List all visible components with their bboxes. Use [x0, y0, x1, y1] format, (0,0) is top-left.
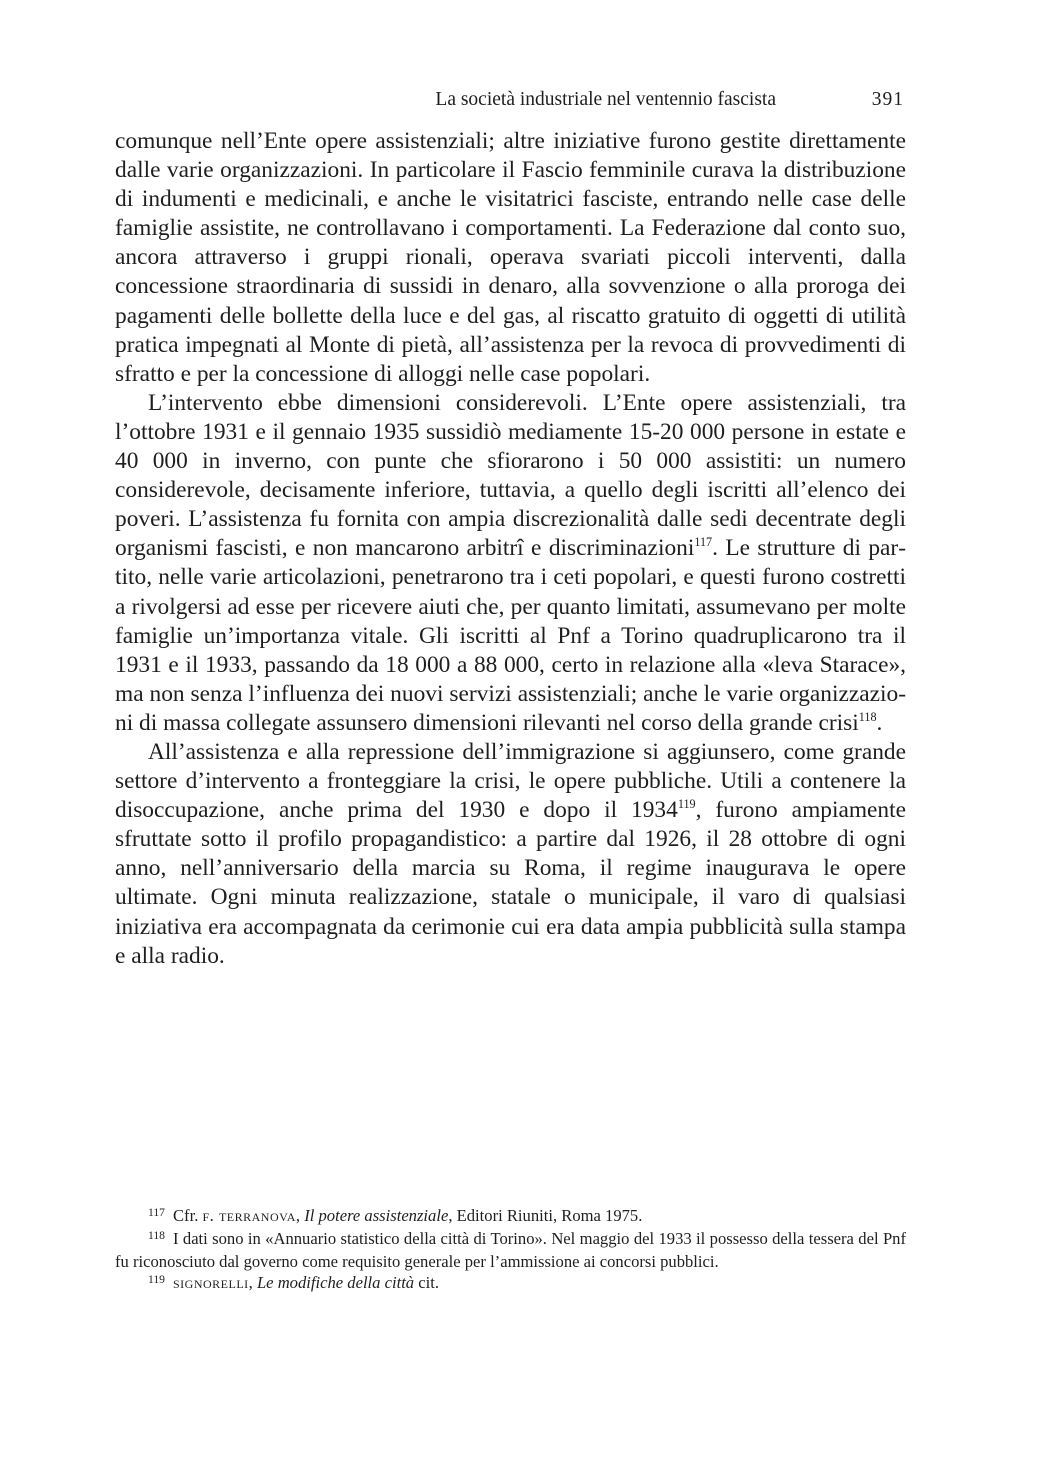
author-name: signorelli [172, 1273, 249, 1292]
text-run: , Editori Riuniti, Roma 1975. [448, 1206, 643, 1225]
text-run: , [248, 1273, 257, 1292]
book-title: Le modifiche della città [256, 1273, 415, 1292]
text-run: , furono ampiamente sfruttate sotto il profilo propagandistico: a partire dal 1926, il 28 ottobre di ogni anno, nell’anniversario della marcia su Roma, il regime inaugurava le opere ultimate. Ogni minuta realizzazione, statale o municipale, il varo di qualsiasi iniziativa era accompagnata da cerimonie cui era data ampia pubblicità sulla stampa e alla radio. [115, 797, 906, 969]
text-run: All’assistenza e alla repressione dell’immigrazione si aggiunsero, come grande settore d’intervento a fronteggiare la crisi, le opere pubbliche. Utili a contenere la disoccupazione, anche prima del 1930 e dopo il 1934 [115, 738, 906, 824]
footnote-117 [115, 1205, 906, 1228]
author-name: f. terranova [202, 1206, 296, 1225]
paragraph [115, 127, 906, 389]
text-run: I dati sono in «Annuario statistico della città di Torino». Nel maggio del 1933 il possesso della tessera del Pnf fu riconosciuto dal governo come requisito generale per l’ammissione ai concorsi pubblici. [115, 1229, 906, 1271]
text-run: comunque nell’Ente opere assistenziali; altre iniziative furono gestite direttamente dalle varie organizzazioni. In particolare il Fascio femminile curava la distribuzione di indumenti e medicinali, e anche le visitatrici fasciste, entrando nelle case delle famiglie assistite, ne controllavano i comportamenti. La Federazione dal conto suo, ancora attraverso i gruppi rionali, operava svariati piccoli interventi, dalla concessione straordinaria di sussidi in denaro, alla sovvenzione o alla proroga dei pagamenti delle bollette della luce e del gas, al riscatto gratuito di oggetti di utilità pratica impegnati al Monte di pietà, all’assistenza per la revoca di provvedimenti di sfratto e per la concessione di alloggi nelle case popolari. [115, 128, 906, 387]
page-number: 391 [871, 89, 904, 110]
paragraph [115, 389, 906, 738]
footnotes [115, 1205, 906, 1295]
footnote-number: 117 [148, 1205, 165, 1219]
footnote-ref-119[interactable]: 119 [677, 797, 696, 812]
text-run: . Le strutture di partito, nelle varie articolazioni, penetrarono tra i ceti popolari, e questi furono costretti a rivolgersi ad esse per ricevere aiuti che, per quanto limitati, assumevano per molte famiglie un’importanza vitale. Gli iscritti al Pnf a Torino quadruplicarono tra il 1931 e il 1933, passando da 18 000 a 88 000, certo in relazione alla «leva Starace», ma non senza l’influenza dei nuovi servizi assistenziali; anche le varie organizzazioni di massa collegate assunsero dimensioni rilevanti nel corso della grande crisi [115, 535, 906, 736]
running-title: La società industriale nel ventennio fascista [435, 89, 776, 110]
footnote-ref-117[interactable]: 117 [694, 535, 713, 550]
footnote-119 [115, 1272, 906, 1295]
text-run: . [876, 709, 883, 736]
footnote-number: 119 [148, 1272, 165, 1286]
running-header [115, 86, 906, 114]
paragraph [115, 738, 906, 971]
text-run: L’intervento ebbe dimensioni considerevoli. L’Ente opere assistenziali, tra l’ottobre 1931 e il gennaio 1935 sussidiò mediamente 15-20 000 persone in estate e 40 000 in inverno, con punte che sfiorarono i 50 000 assistiti: un numero considerevole, decisamente inferiore, tuttavia, a quello degli iscritti all’elenco dei poveri. L’assistenza fu fornita con ampia discrezionalità dalle sedi decentrate degli organismi fascisti, e non mancarono arbitrî e discriminazioni [115, 389, 906, 562]
footnote-ref-118[interactable]: 118 [858, 709, 877, 724]
book-title: Il potere assistenziale [304, 1206, 449, 1225]
text-run: Cfr. [172, 1206, 203, 1225]
text-run: , [295, 1206, 305, 1225]
main-text [115, 127, 906, 971]
footnote-118 [115, 1228, 906, 1272]
text-run: cit. [414, 1273, 439, 1292]
footnote-number: 118 [148, 1228, 165, 1242]
